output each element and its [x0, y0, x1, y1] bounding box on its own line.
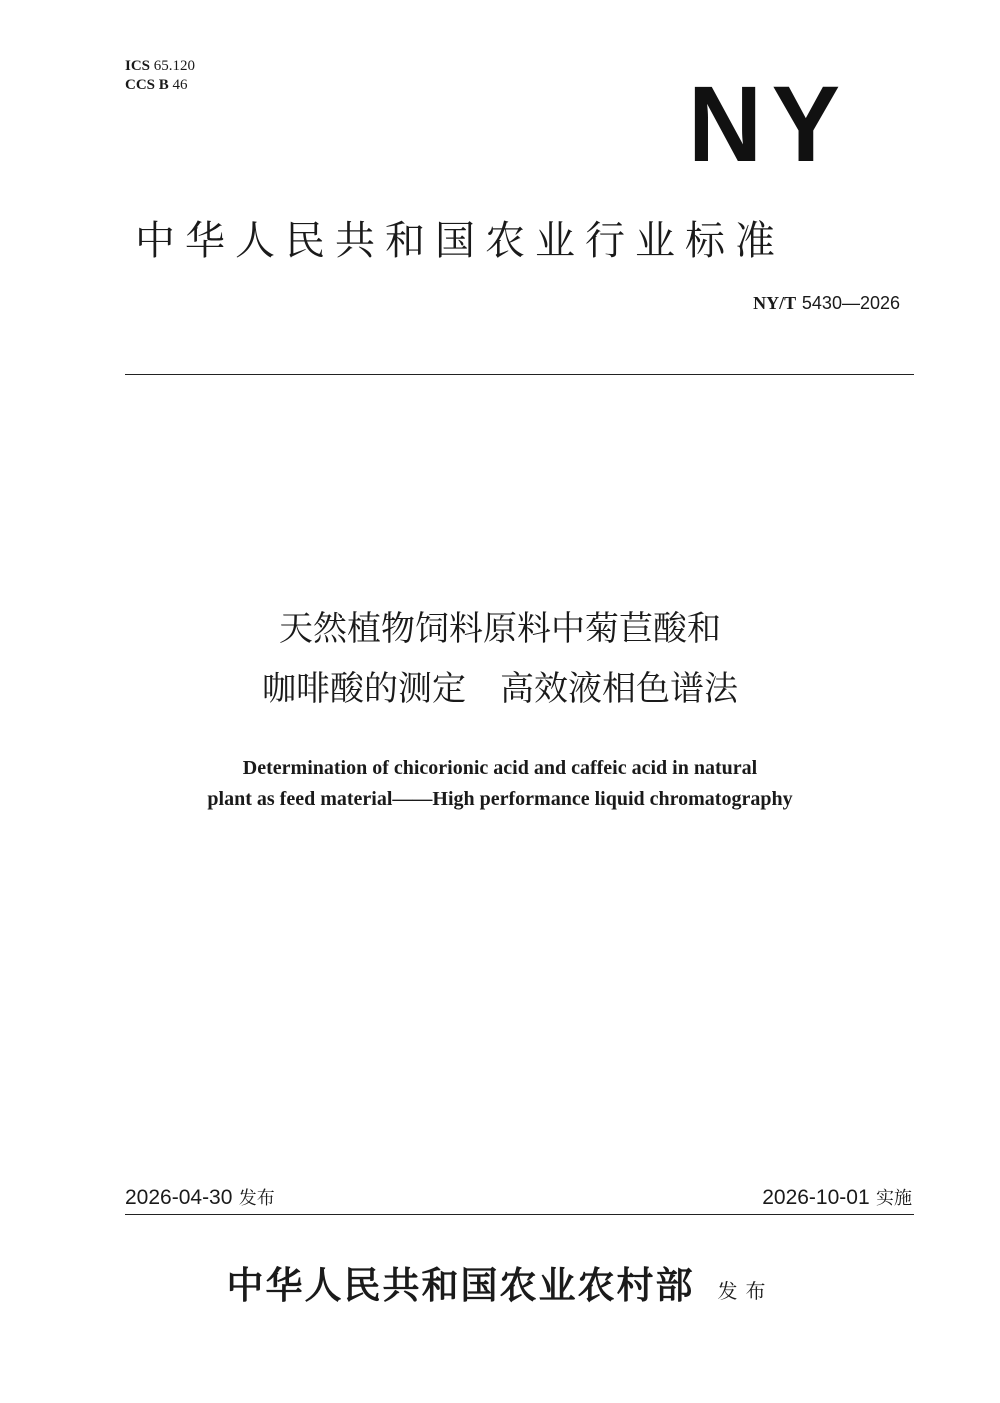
standard-code-prefix: NY/T — [753, 293, 797, 313]
implement-date-value: 2026-10-01 — [762, 1186, 870, 1209]
implement-date-label: 实施 — [876, 1188, 912, 1209]
ics-label: ICS — [125, 58, 151, 74]
publish-date-value: 2026-04-30 — [125, 1186, 233, 1209]
ny-logo: NY — [688, 63, 850, 184]
ccs-label: CCS B — [125, 77, 169, 93]
classification-codes — [125, 57, 195, 95]
english-title-line-1: Determination of chicorionic acid and caffeic acid in natural — [242, 757, 758, 779]
standard-code-number: 5430—2026 — [801, 293, 900, 313]
chinese-title-line-2: 咖啡酸的测定 高效液相色谱法 — [262, 669, 738, 709]
standard-code — [753, 293, 900, 314]
top-divider — [125, 374, 914, 375]
standard-category-title: 中华人民共和国农业行业标准 — [135, 218, 785, 264]
implement-date — [762, 1183, 912, 1213]
ccs-value: 46 — [172, 77, 188, 93]
issuer — [0, 1255, 1000, 1309]
chinese-title-line-1: 天然植物饲料原料中菊苣酸和 — [279, 609, 721, 649]
issuer-organization: 中华人民共和国农业农村部 — [226, 1263, 695, 1307]
english-title-line-2: plant as feed material——High performance liquid chromatography — [207, 788, 793, 810]
ccs-code — [125, 76, 195, 95]
publish-date — [125, 1183, 275, 1213]
ics-value: 65.120 — [153, 58, 196, 74]
ics-code — [125, 57, 195, 76]
issuer-action: 发布 — [717, 1279, 774, 1303]
publish-date-label: 发布 — [238, 1188, 275, 1209]
bottom-divider — [125, 1214, 914, 1215]
